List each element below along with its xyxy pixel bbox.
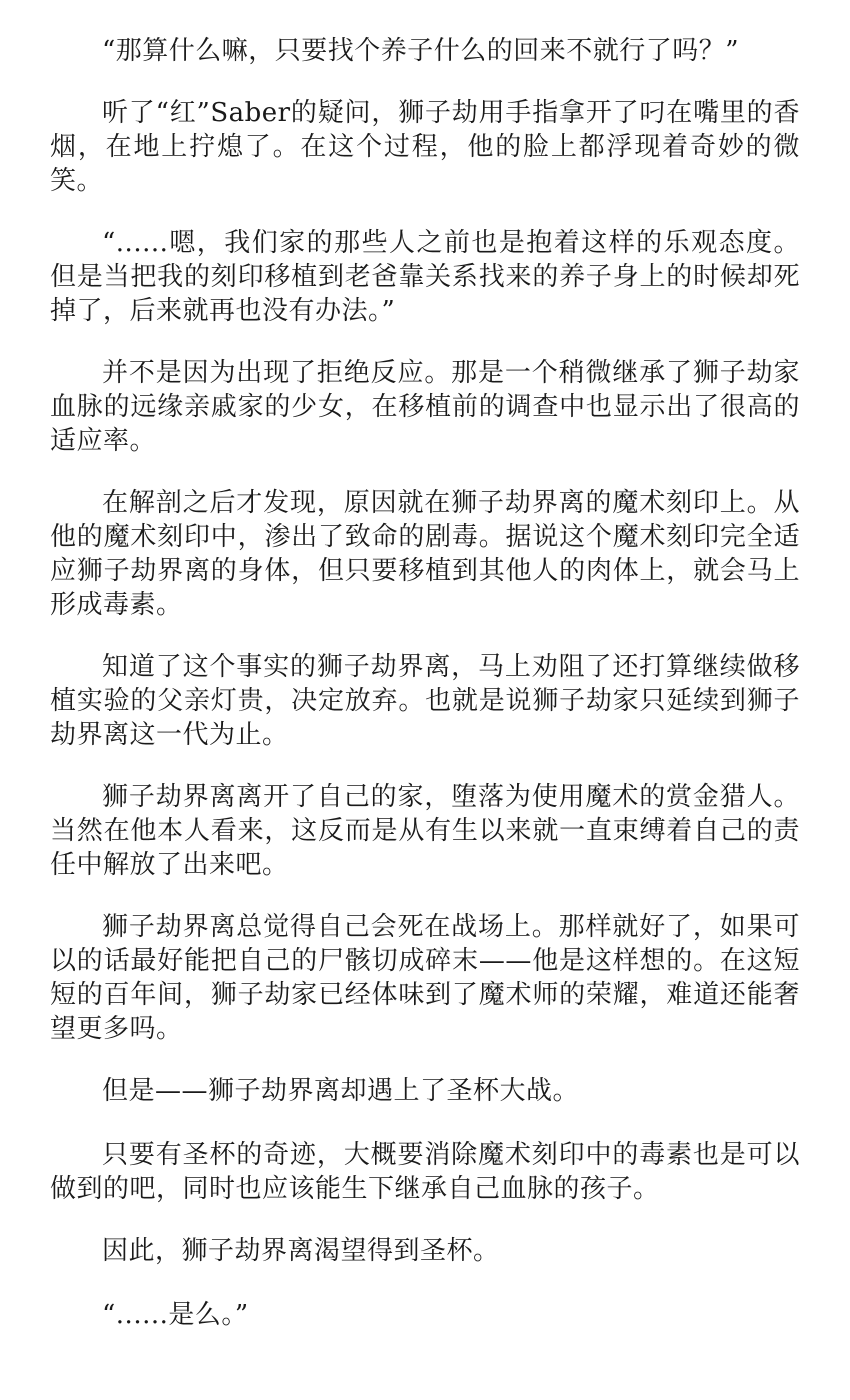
paragraph-3: “......嗯，我们家的那些人之前也是抱着这样的乐观态度。但是当把我的刻印移植到老爸靠关系找来的养子身上的时候却死掉了，后来就再也没有办法。” [50, 228, 800, 326]
paragraph-7: 狮子劫界离离开了自己的家，堕落为使用魔术的赏金猎人。当然在他本人看来，这反而是从有生以来就一直束缚着自己的责任中解放了出来吧。 [50, 782, 800, 880]
paragraph-2: 听了“红”Saber的疑问，狮子劫用手指拿开了叼在嘴里的香烟，在地上拧熄了。在这个过程，他的脸上都浮现着奇妙的微笑。 [50, 98, 800, 196]
paragraph-9: 但是——狮子劫界离却遇上了圣杯大战。 [102, 1076, 580, 1106]
paragraph-12: “......是么。” [102, 1300, 249, 1330]
paragraph-1: “那算什么嘛，只要找个养子什么的回来不就行了吗？” [102, 36, 740, 66]
paragraph-10: 只要有圣杯的奇迹，大概要消除魔术刻印中的毒素也是可以做到的吧，同时也应该能生下继承自己血脉的孩子。 [50, 1140, 800, 1204]
paragraph-5: 在解剖之后才发现，原因就在狮子劫界离的魔术刻印上。从他的魔术刻印中，渗出了致命的剧毒。据说这个魔术刻印完全适应狮子劫界离的身体，但只要移植到其他人的肉体上，就会马上形成毒素。 [50, 488, 800, 620]
paragraph-11: 因此，狮子劫界离渴望得到圣杯。 [102, 1236, 500, 1266]
paragraph-6: 知道了这个事实的狮子劫界离，马上劝阻了还打算继续做移植实验的父亲灯贵，决定放弃。也就是说狮子劫家只延续到狮子劫界离这一代为止。 [50, 652, 800, 750]
paragraph-4: 并不是因为出现了拒绝反应。那是一个稍微继承了狮子劫家血脉的远缘亲戚家的少女，在移植前的调查中也显示出了很高的适应率。 [50, 358, 800, 456]
paragraph-8: 狮子劫界离总觉得自己会死在战场上。那样就好了，如果可以的话最好能把自己的尸骸切成碎末——他是这样想的。在这短短的百年间，狮子劫家已经体味到了魔术师的荣耀，难道还能奢望更多吗。 [50, 912, 800, 1044]
